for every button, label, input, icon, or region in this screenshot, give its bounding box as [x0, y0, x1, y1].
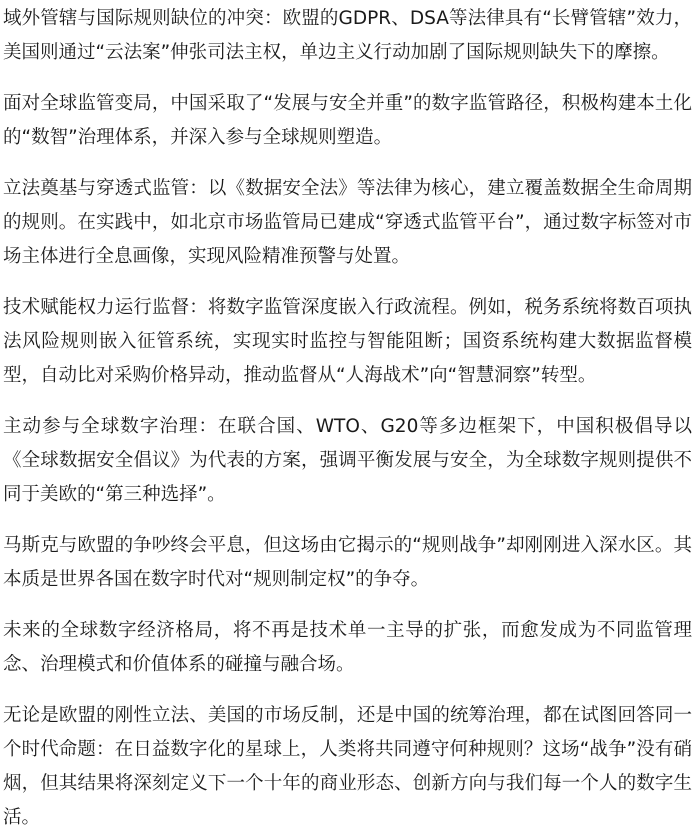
paragraph-extraterritorial-conflict: 域外管辖与国际规则缺位的冲突：欧盟的GDPR、DSA等法律具有“长臂管辖”效力，美国则通过“云法案”伸张司法主权，单边主义行动加剧了国际规则缺失下的摩擦。: [3, 8, 692, 63]
paragraph-conclusion: 无论是欧盟的刚性立法、美国的市场反制，还是中国的统筹治理，都在试图回答同一个时代命题：在日益数字化的星球上，人类将共同遵守何种规则？这场“战争”没有硝烟，但其结果将深刻定义下一个十年的商业形态、创新方向与我们每一个人的数字生活。: [3, 705, 692, 828]
paragraph-tech-supervision: 技术赋能权力运行监督：将数字监管深度嵌入行政流程。例如，税务系统将数百项执法风险规则嵌入征管系统，实现实时监控与智能阻断；国资系统构建大数据监督模型，自动比对采购价格异动，推动监督从“人海战术”向“智慧洞察”转型。: [3, 297, 692, 386]
paragraph-legislation: 立法奠基与穿透式监管：以《数据安全法》等法律为核心，建立覆盖数据全生命周期的规则。在实践中，如北京市场监管局已建成“穿透式监管平台”，通过数字标签对市场主体进行全息画像，实现风险精准预警与处置。: [3, 178, 692, 267]
paragraph-rules-war: 马斯克与欧盟的争吵终会平息，但这场由它揭示的“规则战争”却刚刚进入深水区。其本质是世界各国在数字时代对“规则制定权”的争夺。: [3, 535, 692, 590]
paragraph-global-governance: 主动参与全球数字治理：在联合国、WTO、G20等多边框架下，中国积极倡导以《全球数据安全倡议》为代表的方案，强调平衡发展与安全，为全球数字规则提供不同于美欧的“第三种选择”。: [3, 416, 692, 505]
paragraph-future-landscape: 未来的全球数字经济格局，将不再是技术单一主导的扩张，而愈发成为不同监管理念、治理模式和价值体系的碰撞与融合场。: [3, 620, 692, 675]
paragraph-china-approach: 面对全球监管变局，中国采取了“发展与安全并重”的数字监管路径，积极构建本土化的“数智”治理体系，并深入参与全球规则塑造。: [3, 93, 692, 148]
